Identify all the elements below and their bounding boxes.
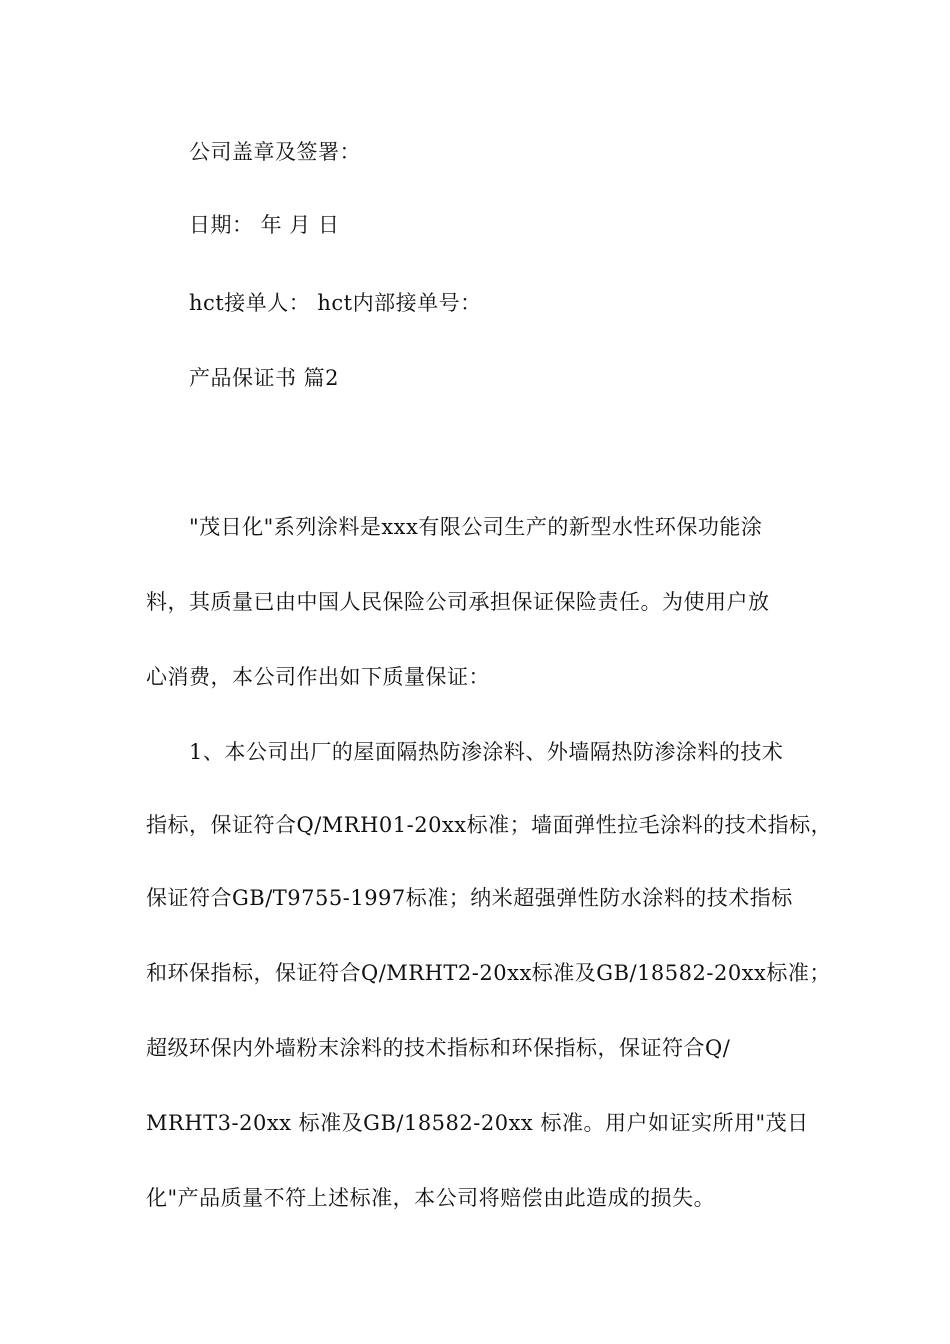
hct-order-line: hct接单人： hct内部接单号：: [189, 291, 482, 315]
paragraph1-line-1: "茂日化"系列涂料是xxx有限公司生产的新型水性环保功能涂: [189, 515, 763, 539]
section-title: 产品保证书 篇2: [189, 366, 340, 390]
company-seal-line: 公司盖章及签署：: [189, 140, 361, 164]
paragraph2-line-7: 化"产品质量不符上述标准，本公司将赔偿由此造成的损失。: [146, 1186, 716, 1210]
paragraph2-line-5: 超级环保内外墙粉末涂料的技术指标和环保指标，保证符合Q/: [146, 1036, 731, 1060]
paragraph2-line-2: 指标，保证符合Q/MRH01-20xx标准；墙面弹性拉毛涂料的技术指标，: [146, 813, 833, 837]
paragraph2-line-1: 1、本公司出厂的屋面隔热防渗涂料、外墙隔热防渗涂料的技术: [189, 740, 784, 764]
paragraph2-line-4: 和环保指标，保证符合Q/MRHT2-20xx标准及GB/18582-20xx标准；: [146, 961, 831, 985]
paragraph1-line-2: 料，其质量已由中国人民保险公司承担保证保险责任。为使用户放: [146, 590, 770, 614]
paragraph2-line-3: 保证符合GB/T9755-1997标准；纳米超强弹性防水涂料的技术指标: [146, 886, 793, 910]
date-line: 日期： 年 月 日: [189, 213, 340, 237]
paragraph2-line-6: MRHT3-20xx 标准及GB/18582-20xx 标准。用户如证实所用"茂日: [146, 1111, 809, 1135]
paragraph1-line-3: 心消费，本公司作出如下质量保证：: [146, 665, 490, 689]
